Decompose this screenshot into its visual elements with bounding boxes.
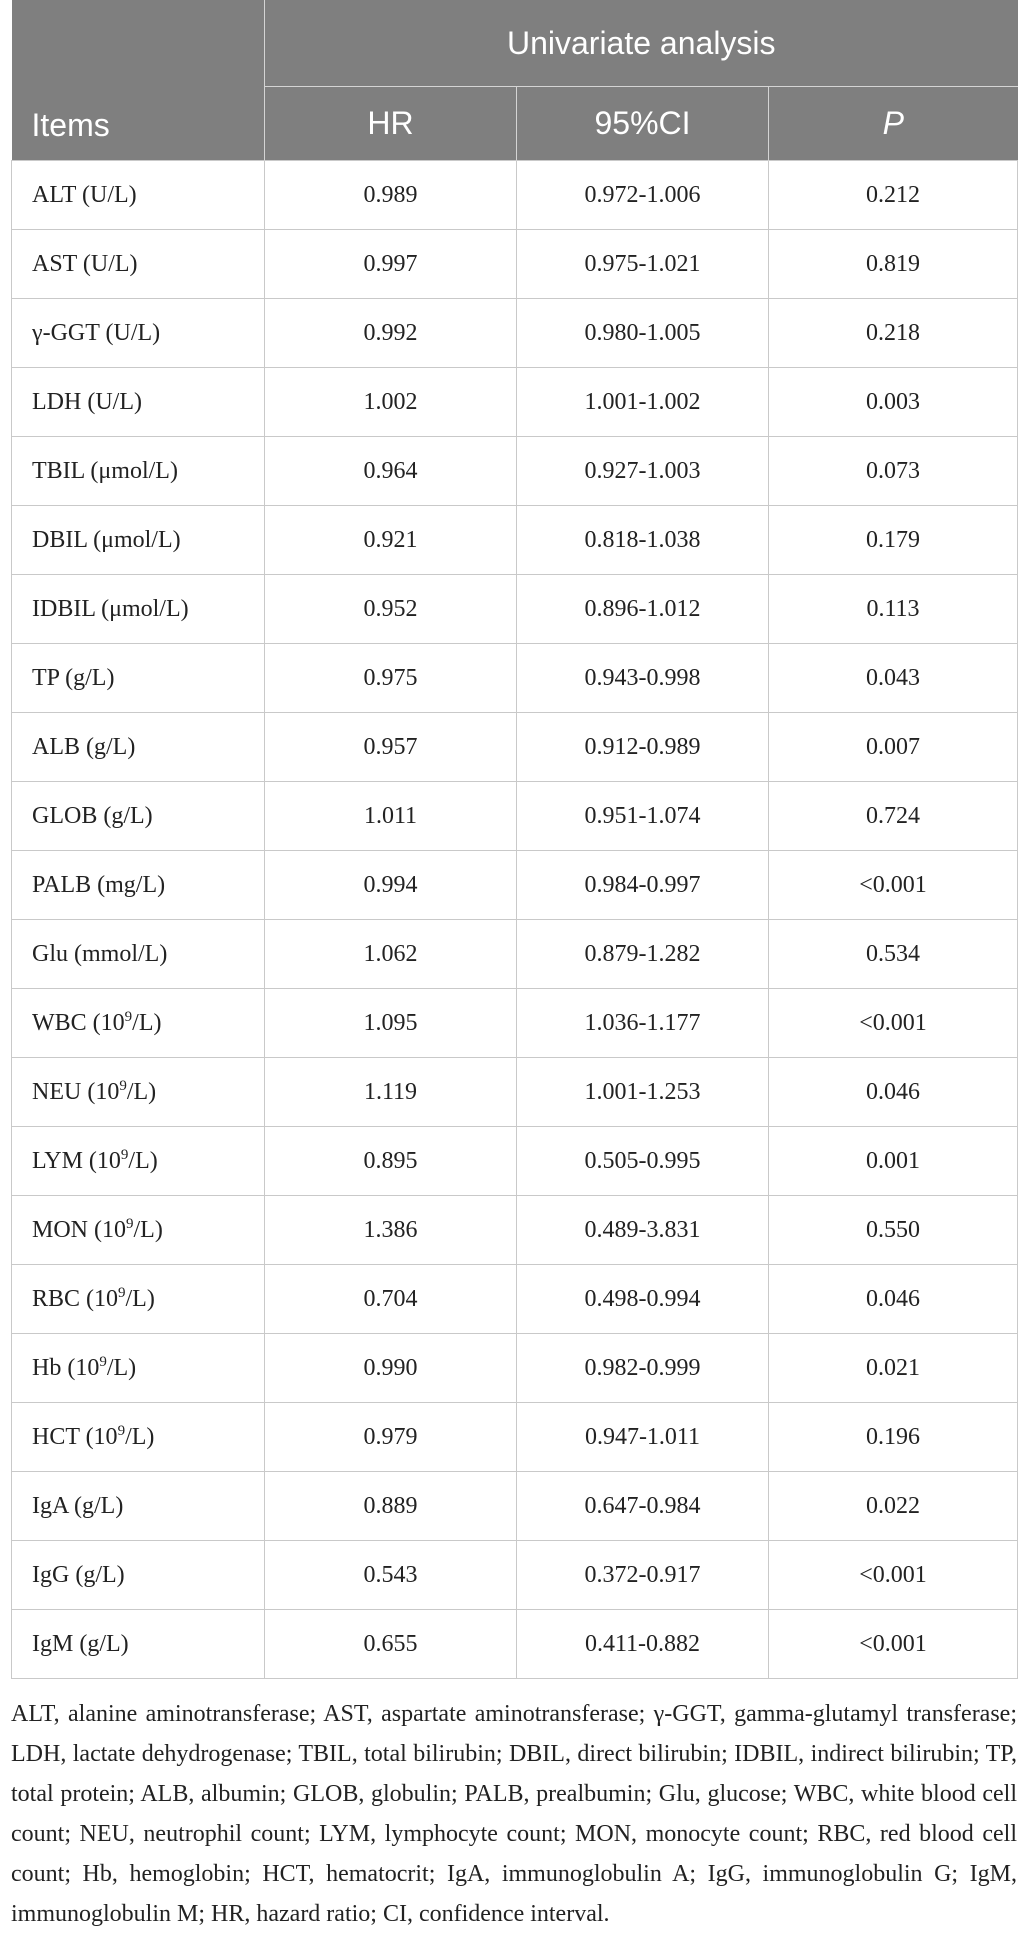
table-footnote: ALT, alanine aminotransferase; AST, aspartate aminotransferase; γ-GGT, gamma-glutamyl transferase; LDH, lactate dehydrogenase; TBIL, total bilirubin; DBIL, direct bilirubin; IDBIL, indirect bilirubin; TP, total protein; ALB, albumin; GLOB, globulin; PALB, prealbumin; Glu, glucose; WBC, white blood cell count; NEU, neutrophil count; LYM, lymphocyte count; MON, monocyte count; RBC, red blood cell count; Hb, hemoglobin; HCT, hematocrit; IgA, immunoglobulin A; IgG, immunoglobulin G; IgM, immunoglobulin M; HR, hazard ratio; CI, confidence interval. xyxy=(11,1701,1017,1927)
p-value-cell: 0.196 xyxy=(769,1403,1018,1472)
item-label: WBC (10 xyxy=(32,1009,125,1036)
item-label: TP (g/L) xyxy=(32,664,115,691)
hr-cell: 1.119 xyxy=(265,1058,517,1127)
p-value-cell: <0.001 xyxy=(769,989,1018,1058)
table-header xyxy=(12,0,1018,161)
ci-cell: 0.489-3.831 xyxy=(517,1196,769,1265)
table-row xyxy=(12,368,1018,437)
item-label: GLOB (g/L) xyxy=(32,802,153,829)
item-cell xyxy=(12,713,265,782)
hr-cell: 1.011 xyxy=(265,782,517,851)
ci-cell: 0.947-1.011 xyxy=(517,1403,769,1472)
item-label: IgG (g/L) xyxy=(32,1561,125,1588)
item-cell xyxy=(12,920,265,989)
table-row xyxy=(12,506,1018,575)
unit-exponent: 9 xyxy=(118,1284,126,1301)
ci-cell: 0.972-1.006 xyxy=(517,161,769,230)
p-value-cell: 0.212 xyxy=(769,161,1018,230)
table-row xyxy=(12,920,1018,989)
item-label: Hb (10 xyxy=(32,1354,100,1381)
p-value-cell: <0.001 xyxy=(769,1541,1018,1610)
item-label: AST (U/L) xyxy=(32,250,138,277)
univariate-analysis-table xyxy=(11,0,1018,1679)
hr-cell: 0.957 xyxy=(265,713,517,782)
p-value-cell: 0.046 xyxy=(769,1058,1018,1127)
hr-cell: 0.997 xyxy=(265,230,517,299)
item-label: LYM (10 xyxy=(32,1147,121,1174)
ci-cell: 0.927-1.003 xyxy=(517,437,769,506)
p-value-cell: 0.046 xyxy=(769,1265,1018,1334)
hr-cell: 1.062 xyxy=(265,920,517,989)
table-row xyxy=(12,575,1018,644)
item-cell xyxy=(12,1403,265,1472)
item-cell xyxy=(12,299,265,368)
table-row xyxy=(12,1403,1018,1472)
unit-exponent: 9 xyxy=(117,1422,126,1439)
p-value-cell: 0.003 xyxy=(769,368,1018,437)
p-value-cell: <0.001 xyxy=(769,851,1018,920)
item-label: LDH (U/L) xyxy=(32,388,142,415)
ci-cell: 0.505-0.995 xyxy=(517,1127,769,1196)
item-cell xyxy=(12,851,265,920)
item-cell xyxy=(12,1610,265,1679)
ci-cell: 0.975-1.021 xyxy=(517,230,769,299)
p-value-cell: 0.043 xyxy=(769,644,1018,713)
p-value-cell: 0.819 xyxy=(769,230,1018,299)
ci-cell: 0.951-1.074 xyxy=(517,782,769,851)
item-label: DBIL (μmol/L) xyxy=(32,526,181,553)
ci-cell: 0.943-0.998 xyxy=(517,644,769,713)
unit-exponent: 9 xyxy=(126,1215,134,1232)
item-label: TBIL (μmol/L) xyxy=(32,457,178,484)
p-value-cell: 0.021 xyxy=(769,1334,1018,1403)
item-cell xyxy=(12,1265,265,1334)
unit-tail: /L) xyxy=(132,1009,162,1036)
hr-cell: 1.386 xyxy=(265,1196,517,1265)
table-row xyxy=(12,782,1018,851)
ci-cell: 0.411-0.882 xyxy=(517,1610,769,1679)
p-value-cell: <0.001 xyxy=(769,1610,1018,1679)
hr-cell: 0.543 xyxy=(265,1541,517,1610)
item-label: γ-GGT (U/L) xyxy=(32,319,161,346)
hr-cell: 0.655 xyxy=(265,1610,517,1679)
ci-column-header: 95%CI xyxy=(517,87,769,161)
ci-cell: 1.036-1.177 xyxy=(517,989,769,1058)
table-row xyxy=(12,1472,1018,1541)
ci-cell: 0.982-0.999 xyxy=(517,1334,769,1403)
item-cell xyxy=(12,1334,265,1403)
univariate-analysis-group-header: Univariate analysis xyxy=(265,0,1018,87)
ci-cell: 0.818-1.038 xyxy=(517,506,769,575)
item-label: NEU (10 xyxy=(32,1078,120,1105)
item-label: RBC (10 xyxy=(32,1285,119,1312)
table-row xyxy=(12,1265,1018,1334)
item-label: HCT (10 xyxy=(32,1423,118,1450)
ci-cell: 0.498-0.994 xyxy=(517,1265,769,1334)
item-cell xyxy=(12,1472,265,1541)
table-row xyxy=(12,851,1018,920)
item-label: ALB (g/L) xyxy=(32,733,136,760)
unit-exponent: 9 xyxy=(119,1077,127,1094)
p-value-cell: 0.218 xyxy=(769,299,1018,368)
hr-cell: 0.921 xyxy=(265,506,517,575)
unit-tail: /L) xyxy=(106,1354,137,1381)
item-label: MON (10 xyxy=(32,1216,126,1243)
p-column-header: P xyxy=(769,87,1018,161)
ci-cell: 0.647-0.984 xyxy=(517,1472,769,1541)
p-value-cell: 0.007 xyxy=(769,713,1018,782)
table-row xyxy=(12,989,1018,1058)
item-label: IgA (g/L) xyxy=(32,1492,124,1519)
item-label: IDBIL (μmol/L) xyxy=(32,595,189,622)
p-value-cell: 0.724 xyxy=(769,782,1018,851)
ci-cell: 0.372-0.917 xyxy=(517,1541,769,1610)
unit-tail: /L) xyxy=(128,1147,158,1174)
ci-cell: 0.912-0.989 xyxy=(517,713,769,782)
ci-cell: 0.980-1.005 xyxy=(517,299,769,368)
table-row xyxy=(12,1610,1018,1679)
results-table-container xyxy=(11,0,1017,1679)
item-label: ALT (U/L) xyxy=(32,181,137,208)
hr-cell: 0.952 xyxy=(265,575,517,644)
item-cell xyxy=(12,1196,265,1265)
item-cell xyxy=(12,1541,265,1610)
hr-cell: 0.979 xyxy=(265,1403,517,1472)
table-row xyxy=(12,713,1018,782)
item-label: IgM (g/L) xyxy=(32,1630,129,1657)
item-cell xyxy=(12,437,265,506)
table-row xyxy=(12,299,1018,368)
table-row xyxy=(12,230,1018,299)
item-cell xyxy=(12,368,265,437)
p-value-cell: 0.550 xyxy=(769,1196,1018,1265)
items-column-header: Items xyxy=(12,0,265,161)
unit-tail: /L) xyxy=(126,1078,157,1105)
table-row xyxy=(12,437,1018,506)
hr-cell: 0.994 xyxy=(265,851,517,920)
item-label: PALB (mg/L) xyxy=(32,871,166,898)
p-value-cell: 0.113 xyxy=(769,575,1018,644)
hr-cell: 1.095 xyxy=(265,989,517,1058)
item-cell xyxy=(12,575,265,644)
item-cell xyxy=(12,1058,265,1127)
hr-cell: 0.990 xyxy=(265,1334,517,1403)
hr-cell: 0.889 xyxy=(265,1472,517,1541)
hr-cell: 0.964 xyxy=(265,437,517,506)
ci-cell: 1.001-1.002 xyxy=(517,368,769,437)
hr-cell: 0.895 xyxy=(265,1127,517,1196)
p-value-cell: 0.073 xyxy=(769,437,1018,506)
ci-cell: 0.984-0.997 xyxy=(517,851,769,920)
ci-cell: 1.001-1.253 xyxy=(517,1058,769,1127)
unit-exponent: 9 xyxy=(120,1146,129,1163)
table-row xyxy=(12,161,1018,230)
item-cell xyxy=(12,989,265,1058)
item-cell xyxy=(12,782,265,851)
item-cell xyxy=(12,1127,265,1196)
item-cell xyxy=(12,506,265,575)
hr-cell: 0.704 xyxy=(265,1265,517,1334)
table-row xyxy=(12,1541,1018,1610)
p-value-cell: 0.179 xyxy=(769,506,1018,575)
p-value-cell: 0.001 xyxy=(769,1127,1018,1196)
p-value-cell: 0.022 xyxy=(769,1472,1018,1541)
hr-column-header: HR xyxy=(265,87,517,161)
unit-tail: /L) xyxy=(125,1285,155,1312)
unit-exponent: 9 xyxy=(99,1353,107,1370)
hr-cell: 0.975 xyxy=(265,644,517,713)
table-row xyxy=(12,1058,1018,1127)
unit-tail: /L) xyxy=(133,1216,163,1243)
item-cell xyxy=(12,161,265,230)
hr-cell: 0.989 xyxy=(265,161,517,230)
p-value-cell: 0.534 xyxy=(769,920,1018,989)
item-cell xyxy=(12,644,265,713)
unit-exponent: 9 xyxy=(124,1008,133,1025)
hr-cell: 0.992 xyxy=(265,299,517,368)
table-row xyxy=(12,1127,1018,1196)
unit-tail: /L) xyxy=(125,1423,155,1450)
item-label: Glu (mmol/L) xyxy=(32,940,168,967)
table-row xyxy=(12,644,1018,713)
item-cell xyxy=(12,230,265,299)
hr-cell: 1.002 xyxy=(265,368,517,437)
table-body xyxy=(12,161,1018,1679)
ci-cell: 0.896-1.012 xyxy=(517,575,769,644)
table-row xyxy=(12,1196,1018,1265)
table-row xyxy=(12,1334,1018,1403)
ci-cell: 0.879-1.282 xyxy=(517,920,769,989)
